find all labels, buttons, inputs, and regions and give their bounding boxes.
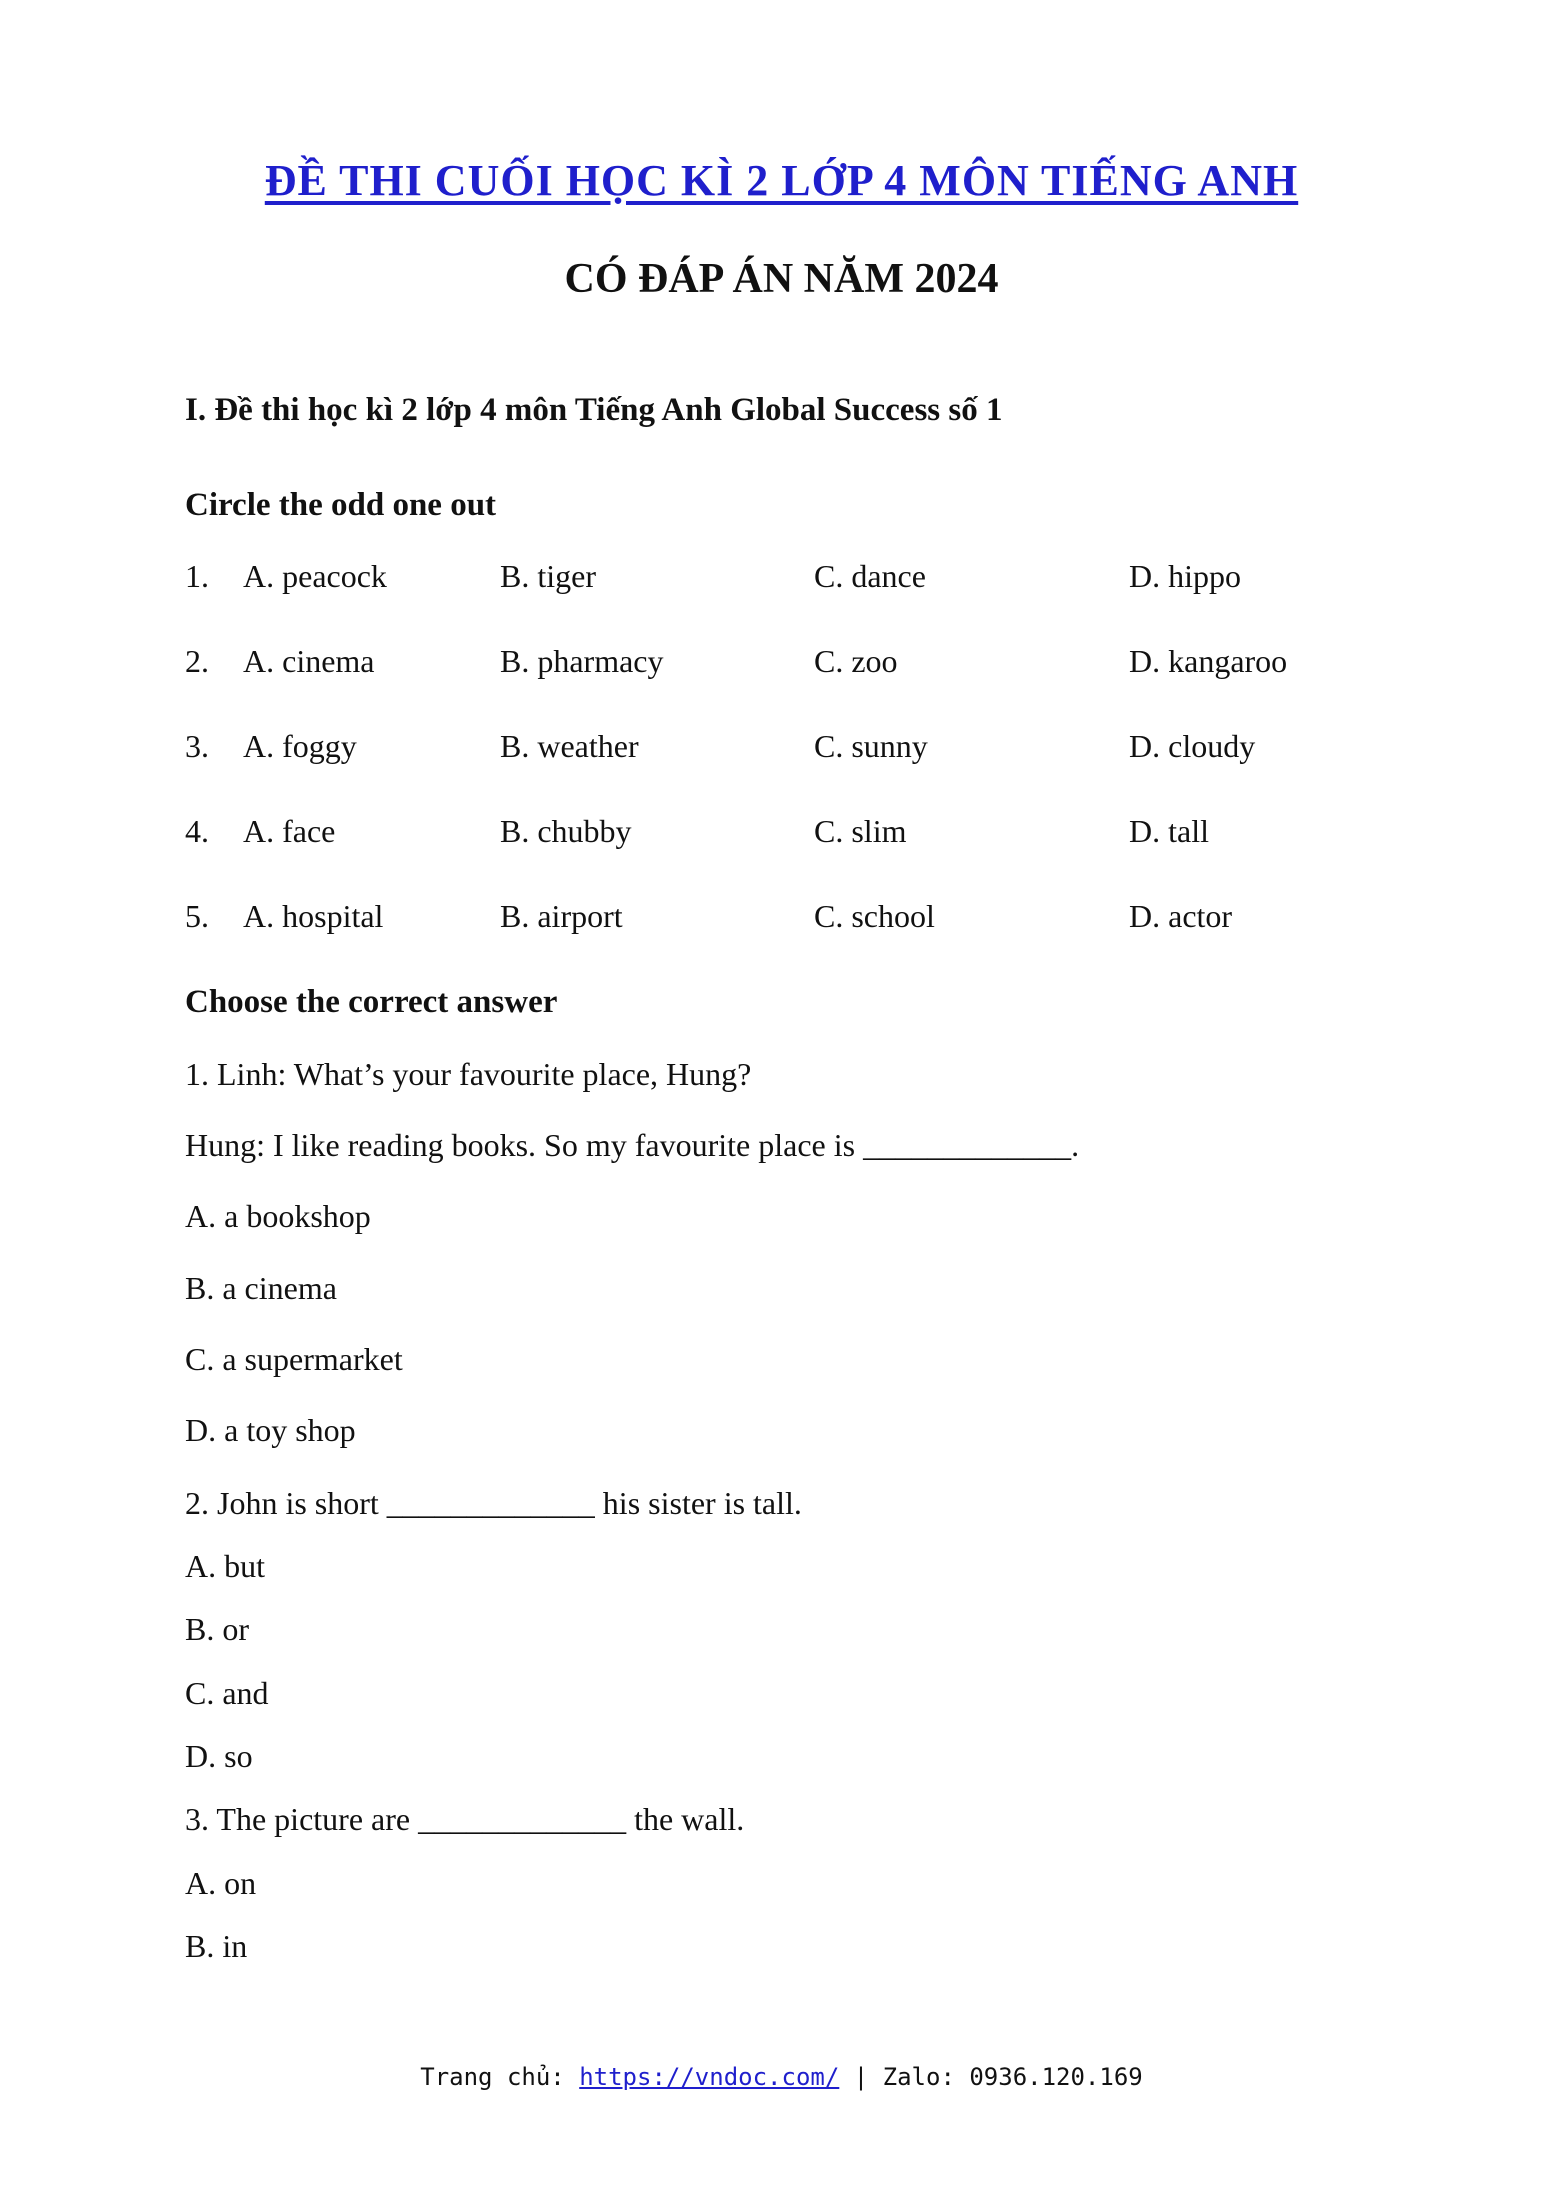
footer-prefix: Trang chủ: — [420, 2063, 580, 2091]
odd-one-out-row — [185, 813, 1435, 853]
question-1-option: B. a cinema — [185, 1270, 337, 1306]
question-number: 4. — [185, 813, 209, 849]
option-c: C. sunny — [814, 728, 928, 764]
question-2: 2. John is short _____________ his sister is tall. — [185, 1485, 802, 1521]
odd-one-out-heading: Circle the odd one out — [185, 487, 497, 523]
question-3-option: B. in — [185, 1928, 248, 1964]
question-number: 2. — [185, 643, 209, 679]
option-d: D. cloudy — [1129, 728, 1256, 764]
option-c: C. slim — [814, 813, 907, 849]
option-b: B. pharmacy — [500, 643, 664, 679]
question-2-option: C. and — [185, 1675, 269, 1711]
question-1-option: A. a bookshop — [185, 1198, 371, 1234]
question-1-line-1: 1. Linh: What’s your favourite place, Hung? — [185, 1056, 752, 1092]
question-1-option: D. a toy shop — [185, 1412, 356, 1448]
option-a: A. face — [243, 813, 336, 849]
question-2-option: A. but — [185, 1548, 265, 1584]
option-d: D. tall — [1129, 813, 1209, 849]
option-a: A. cinema — [243, 643, 375, 679]
choose-answer-heading: Choose the correct answer — [185, 984, 558, 1020]
option-b: B. weather — [500, 728, 639, 764]
option-a: A. hospital — [243, 898, 384, 934]
odd-one-out-row — [185, 898, 1435, 938]
page-footer — [0, 2063, 1563, 2091]
question-2-option: D. so — [185, 1738, 253, 1774]
exam-subtitle: CÓ ĐÁP ÁN NĂM 2024 — [564, 256, 999, 302]
odd-one-out-row — [185, 643, 1435, 683]
question-2-option: B. or — [185, 1611, 249, 1647]
odd-one-out-row — [185, 558, 1435, 598]
section-heading: I. Đề thi học kì 2 lớp 4 môn Tiếng Anh Global Success số 1 — [185, 392, 1003, 428]
option-b: B. chubby — [500, 813, 632, 849]
exam-title-link[interactable]: ĐỀ THI CUỐI HỌC KÌ 2 LỚP 4 MÔN TIẾNG ANH — [264, 156, 1299, 205]
question-1-line-2: Hung: I like reading books. So my favourite place is _____________. — [185, 1127, 1080, 1163]
odd-one-out-row — [185, 728, 1435, 768]
option-a: A. foggy — [243, 728, 357, 764]
option-b: B. airport — [500, 898, 623, 934]
question-number: 5. — [185, 898, 209, 934]
option-c: C. dance — [814, 558, 926, 594]
question-3-option: A. on — [185, 1865, 257, 1901]
option-a: A. peacock — [243, 558, 387, 594]
option-d: D. hippo — [1129, 558, 1241, 594]
option-d: D. actor — [1129, 898, 1233, 934]
question-1-option: C. a supermarket — [185, 1341, 403, 1377]
option-c: C. zoo — [814, 643, 898, 679]
question-3: 3. The picture are _____________ the wall. — [185, 1801, 745, 1837]
footer-contact: | Zalo: 0936.120.169 — [839, 2063, 1143, 2091]
option-d: D. kangaroo — [1129, 643, 1288, 679]
question-number: 1. — [185, 558, 209, 594]
option-b: B. tiger — [500, 558, 596, 594]
option-c: C. school — [814, 898, 935, 934]
homepage-link[interactable]: https://vndoc.com/ — [579, 2063, 840, 2091]
question-number: 3. — [185, 728, 209, 764]
